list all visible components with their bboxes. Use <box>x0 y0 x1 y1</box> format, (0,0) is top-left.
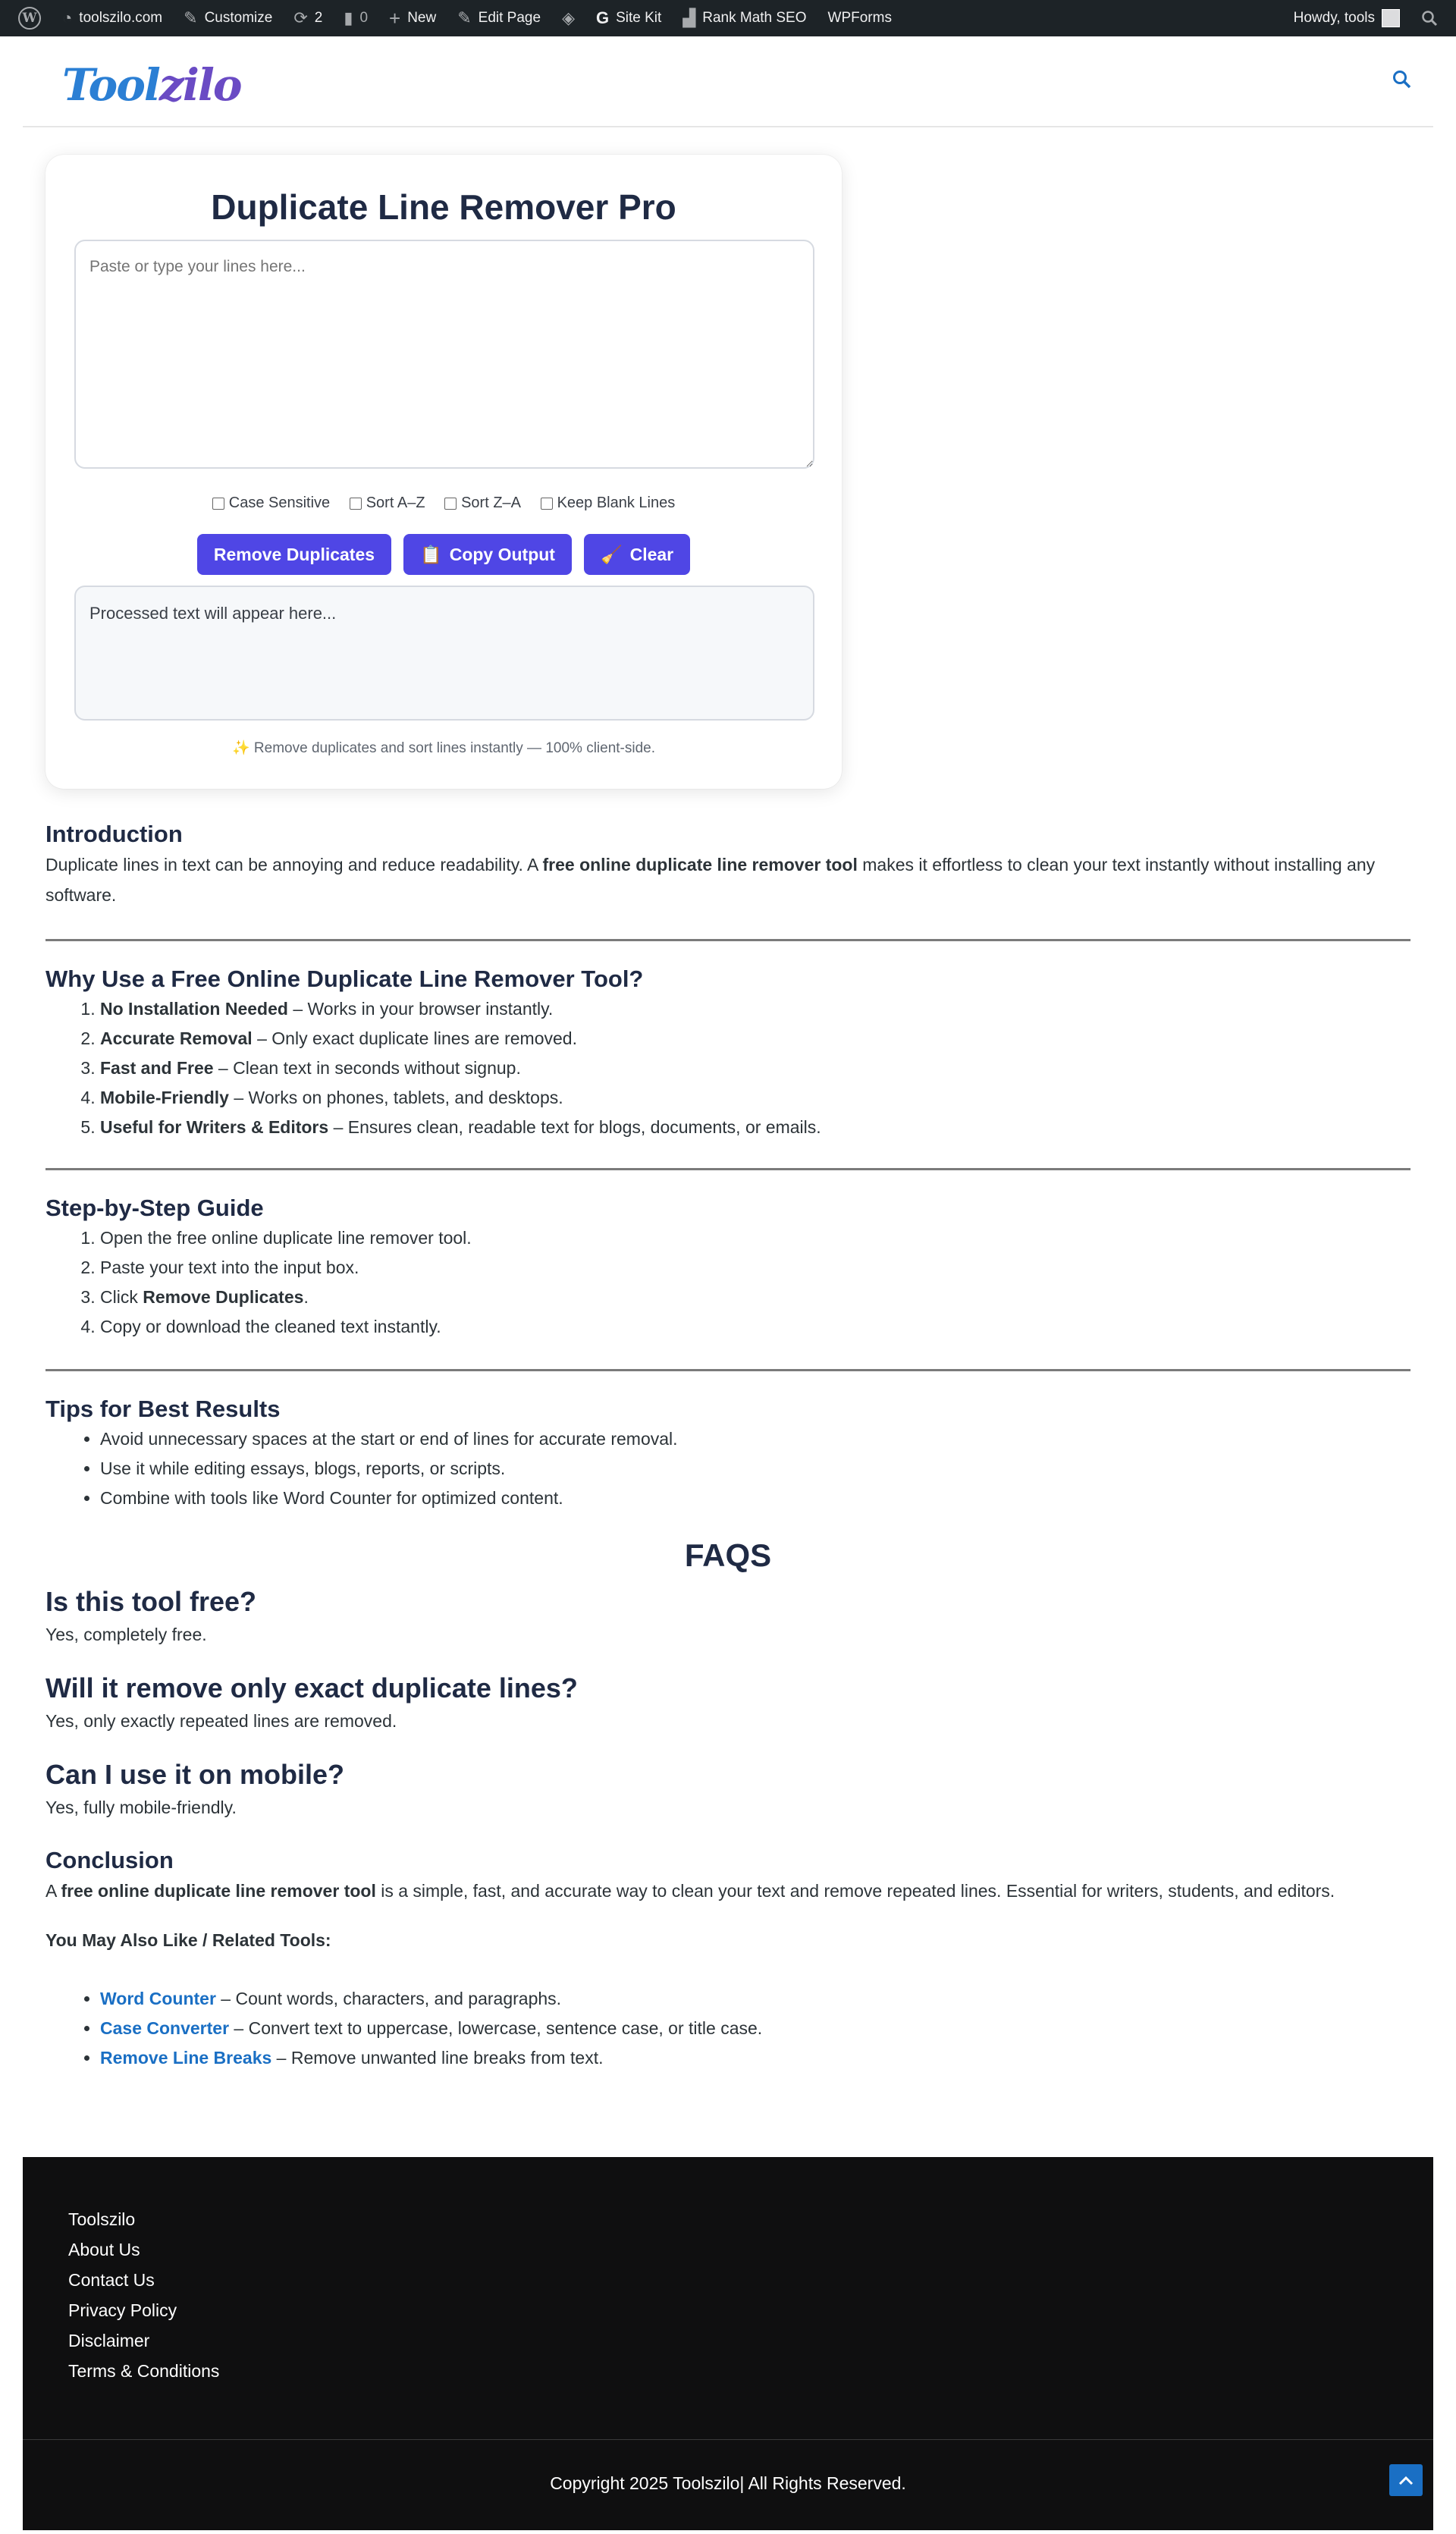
faq-question: Can I use it on mobile? <box>46 1759 345 1790</box>
clipboard-icon: 📋 <box>420 544 442 564</box>
action-buttons <box>46 534 842 575</box>
customize-label: Customize <box>204 10 273 26</box>
why-item-text: – Only exact duplicate lines are removed. <box>252 1028 577 1048</box>
plus-icon: + <box>389 7 401 30</box>
list-item <box>100 1984 1410 2014</box>
divider <box>46 1369 1410 1371</box>
broom-icon: 🧹 <box>600 544 623 564</box>
list-item: • Avoid unnecessary spaces at the start or end of lines for accurate removal. <box>100 1424 1410 1454</box>
brush-icon: ✎ <box>184 8 198 27</box>
why-item-text: – Clean text in seconds without signup. <box>213 1058 521 1078</box>
faq-question: Is this tool free? <box>46 1586 257 1617</box>
footer-menu <box>68 2204 219 2386</box>
step3-text-b: . <box>303 1287 309 1307</box>
tool-card <box>46 155 842 789</box>
divider <box>46 939 1410 941</box>
footer-widgets <box>23 2157 1433 2439</box>
edit-page-link[interactable] <box>447 0 551 36</box>
logo-part-b: zilo <box>158 59 241 111</box>
updates-link[interactable] <box>283 0 333 36</box>
chart-icon: ▟ <box>682 8 696 27</box>
howdy-label: Howdy, tools <box>1293 10 1375 26</box>
footer-link-about[interactable]: About Us <box>68 2240 140 2259</box>
list-item: 2. Paste your text into the input box. <box>100 1253 1410 1283</box>
site-name-link[interactable] <box>52 0 173 36</box>
copy-output-button[interactable] <box>403 534 572 575</box>
output-placeholder: Processed text will appear here... <box>89 604 337 623</box>
case-sensitive-label: Case Sensitive <box>228 495 331 511</box>
related-text: – Remove unwanted line breaks from text. <box>271 2048 604 2068</box>
builder-link[interactable] <box>551 0 585 36</box>
list-item <box>100 1083 1410 1113</box>
tool-title: Duplicate Line Remover Pro <box>211 187 676 227</box>
list-item <box>100 2043 1410 2073</box>
updates-count: 2 <box>314 10 323 26</box>
comment-icon: ▮ <box>344 8 353 27</box>
list-item <box>100 1113 1410 1142</box>
output-box[interactable] <box>74 586 814 721</box>
why-item-bold: Fast and Free <box>100 1058 214 1078</box>
account-menu[interactable] <box>1283 0 1410 36</box>
header-search-button[interactable] <box>1391 68 1414 91</box>
keep-blank-lines-option[interactable] <box>541 495 676 512</box>
related-heading: You May Also Like / Related Tools: <box>46 1930 331 1950</box>
clear-label: Clear <box>629 544 674 564</box>
dashboard-icon: ◔ <box>62 8 73 27</box>
copyright-text: Copyright 2025 Toolszilo| All Rights Reserved. <box>550 2473 906 2493</box>
footer-bottom-bar <box>23 2439 1433 2530</box>
new-label: New <box>407 10 437 26</box>
guide-list <box>46 1223 1410 1342</box>
updates-icon: ⟳ <box>293 8 308 27</box>
remove-duplicates-button[interactable] <box>197 534 391 575</box>
intro-heading: Introduction <box>46 821 183 847</box>
tips-list <box>46 1424 1410 1513</box>
conclusion-heading: Conclusion <box>46 1847 174 1873</box>
why-item-text: – Ensures clean, readable text for blogs, documents, or emails. <box>328 1117 821 1137</box>
list-item <box>100 994 1410 1024</box>
search-icon <box>1391 68 1414 91</box>
conclusion-text-b: is a simple, fast, and accurate way to clean your text and remove repeated lines. Essential for writers, students, and editors. <box>375 1881 1335 1901</box>
related-link-word-counter[interactable]: Word Counter <box>100 1989 216 2008</box>
why-heading: Why Use a Free Online Duplicate Line Remover Tool? <box>46 966 644 992</box>
clear-button[interactable] <box>584 534 690 575</box>
sort-az-checkbox[interactable] <box>350 498 362 510</box>
diamond-icon: ◈ <box>562 8 575 27</box>
footer-link-toolszilo[interactable]: Toolszilo <box>68 2209 136 2229</box>
related-text: – Convert text to uppercase, lowercase, sentence case, or title case. <box>229 2018 763 2038</box>
intro-text-bold: free online duplicate line remover tool <box>542 855 858 874</box>
scroll-to-top-button[interactable] <box>1389 2464 1423 2496</box>
list-item: 1. Open the free online duplicate line remover tool. <box>100 1223 1410 1253</box>
footer-link-terms[interactable]: Terms & Conditions <box>68 2361 220 2381</box>
admin-bar <box>0 0 1456 36</box>
step3-text-bold: Remove Duplicates <box>143 1287 304 1307</box>
comments-count: 0 <box>359 10 369 26</box>
list-item: • Combine with tools like Word Counter for optimized content. <box>100 1484 1410 1513</box>
admin-search[interactable] <box>1410 0 1448 36</box>
google-icon: G <box>595 8 610 27</box>
list-item: 4. Copy or download the cleaned text instantly. <box>100 1312 1410 1342</box>
rank-math-link[interactable] <box>672 0 817 36</box>
rank-math-label: Rank Math SEO <box>702 10 807 26</box>
avatar <box>1382 9 1400 27</box>
conclusion-text-bold: free online duplicate line remover tool <box>61 1881 376 1901</box>
why-item-bold: Accurate Removal <box>100 1028 253 1048</box>
guide-heading: Step-by-Step Guide <box>46 1195 264 1221</box>
list-item <box>100 1024 1410 1053</box>
intro-text-b: makes it effortless to clean your text instantly without installing any software. <box>46 855 1376 905</box>
faq-answer: Yes, fully mobile-friendly. <box>46 1798 237 1817</box>
site-kit-label: Site Kit <box>616 10 662 26</box>
sort-az-option[interactable] <box>350 495 425 512</box>
site-logo[interactable] <box>62 59 241 111</box>
faq-answer: Yes, only exactly repeated lines are removed. <box>46 1711 397 1731</box>
wpforms-label: WPForms <box>827 10 892 26</box>
sort-za-label: Sort Z–A <box>461 495 522 511</box>
wpforms-link[interactable] <box>817 0 902 36</box>
related-text: – Count words, characters, and paragraphs. <box>215 1989 562 2008</box>
tool-note <box>46 739 842 757</box>
why-item-bold: Mobile-Friendly <box>100 1088 229 1107</box>
site-kit-link[interactable] <box>585 0 672 36</box>
site-name-label: toolszilo.com <box>79 10 163 26</box>
divider <box>46 1168 1410 1170</box>
list-item: • Use it while editing essays, blogs, reports, or scripts. <box>100 1454 1410 1484</box>
why-list <box>46 994 1410 1142</box>
tool-note-text: Remove duplicates and sort lines instantly — 100% client-side. <box>253 740 656 756</box>
related-link-remove-line-breaks[interactable]: Remove Line Breaks <box>100 2048 272 2068</box>
site-header <box>23 36 1433 127</box>
related-list <box>46 1984 1410 2073</box>
comments-link[interactable] <box>333 0 378 36</box>
intro-paragraph <box>46 849 1410 910</box>
footer-link-contact[interactable]: Contact Us <box>68 2270 155 2290</box>
why-item-text: – Works on phones, tablets, and desktops. <box>228 1088 563 1107</box>
case-sensitive-checkbox[interactable] <box>212 498 224 510</box>
pencil-icon: ✎ <box>457 8 472 27</box>
sparkles-icon: ✨ <box>231 740 250 756</box>
why-item-text: – Works in your browser instantly. <box>287 999 554 1019</box>
wordpress-logo-icon: W <box>18 7 41 30</box>
faq-question: Will it remove only exact duplicate lines? <box>46 1672 578 1703</box>
keep-blank-lines-checkbox[interactable] <box>541 498 553 510</box>
article-content <box>46 819 1410 2073</box>
list-item <box>100 1053 1410 1083</box>
remove-duplicates-label: Remove Duplicates <box>213 544 375 564</box>
edit-page-label: Edit Page <box>478 10 541 26</box>
conclusion-paragraph <box>46 1876 1410 1906</box>
keep-blank-lines-label: Keep Blank Lines <box>557 495 676 511</box>
intro-text-a: Duplicate lines in text can be annoying and reduce readability. A <box>46 855 543 874</box>
step3-text-a: Click <box>100 1287 143 1307</box>
sort-za-option[interactable] <box>444 495 521 512</box>
list-item <box>100 2014 1410 2043</box>
footer-link-disclaimer[interactable]: Disclaimer <box>68 2331 150 2350</box>
why-item-bold: Useful for Writers & Editors <box>100 1117 329 1137</box>
sort-az-label: Sort A–Z <box>366 495 425 511</box>
tips-heading: Tips for Best Results <box>46 1396 281 1422</box>
search-icon <box>1421 10 1438 27</box>
footer-link-privacy[interactable]: Privacy Policy <box>68 2300 177 2320</box>
conclusion-text-a: A <box>46 1881 61 1901</box>
related-link-case-converter[interactable]: Case Converter <box>100 2018 230 2038</box>
why-item-bold: No Installation Needed <box>100 999 288 1019</box>
chevron-up-icon <box>1398 2475 1414 2485</box>
wordpress-menu[interactable] <box>8 0 52 36</box>
input-textarea[interactable] <box>74 240 814 469</box>
options-row <box>46 495 842 514</box>
copy-output-label: Copy Output <box>449 544 555 564</box>
new-content-link[interactable] <box>378 0 447 36</box>
list-item <box>100 1283 1410 1312</box>
logo-part-a: Tool <box>62 59 159 111</box>
customize-link[interactable] <box>173 0 283 36</box>
sort-za-checkbox[interactable] <box>444 498 457 510</box>
case-sensitive-option[interactable] <box>212 495 330 512</box>
faqs-heading: FAQS <box>684 1537 772 1573</box>
faq-answer: Yes, completely free. <box>46 1625 207 1644</box>
